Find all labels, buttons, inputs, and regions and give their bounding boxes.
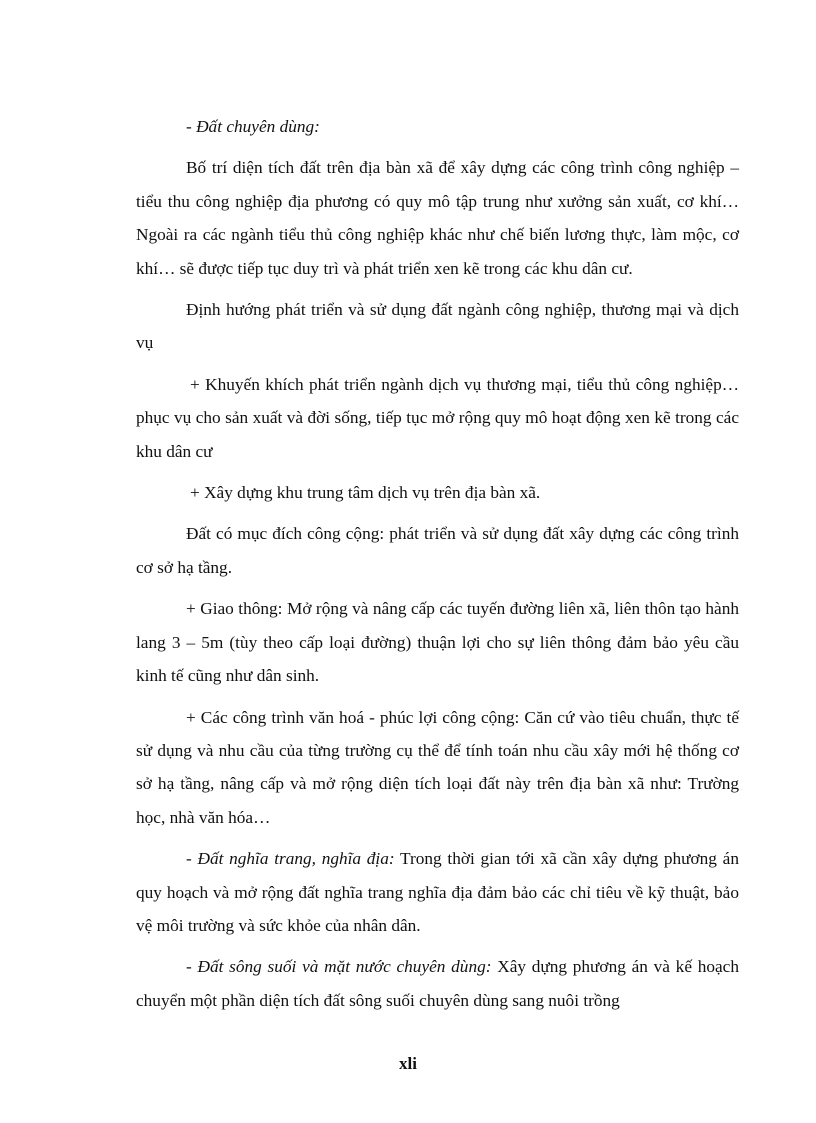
- heading-dat-chuyen-dung: - Đất chuyên dùng:: [186, 117, 320, 136]
- text-song-suoi: Xây dựng phương án và kế hoạch chuyển một phần diện tích đất sông suối chuyên dùng sang nuôi trồng: [136, 957, 739, 1010]
- paragraph-dinh-huong: Định hướng phát triển và sử dụng đất ngành công nghiệp, thương mại và dịch vụ: [136, 300, 739, 353]
- paragraph-bo-tri-dien-tich: Bố trí diện tích đất trên địa bàn xã để xây dựng các công trình công nghiệp – tiểu thu công nghiệp địa phương có quy mô tập trung như xưởng sản xuất, cơ khí… Ngoài ra các ngành tiểu thủ công nghiệp khác như chế biến lương thực, làm mộc, cơ khí… sẽ được tiếp tục duy trì và phát triển xen kẽ trong các khu dân cư.: [136, 158, 739, 278]
- paragraph-xay-dung-khu-trung-tam: + Xây dựng khu trung tâm dịch vụ trên địa bàn xã.: [190, 483, 541, 503]
- heading-nghia-trang: - Đất nghĩa trang, nghĩa địa:: [186, 849, 395, 869]
- paragraph-nghia-trang: [136, 842, 739, 942]
- heading-song-suoi: - Đất sông suối và mặt nước chuyên dùng:: [186, 957, 492, 977]
- paragraph-khuyen-khich: + Khuyến khích phát triển ngành dịch vụ thương mại, tiểu thủ công nghiệp… phục vụ cho sản xuất và đời sống, tiếp tục mở rộng quy mô hoạt động xen kẽ trong các khu dân cư: [136, 374, 739, 461]
- paragraph-dat-chuyen-dung: [136, 110, 739, 143]
- page-number: xli: [399, 1054, 417, 1073]
- paragraph-giao-thong: + Giao thông: Mở rộng và nâng cấp các tuyến đường liên xã, liên thôn tạo hành lang 3 – 5m (tùy theo cấp loại đường) thuận lợi cho sự liên thông đảm bảo yêu cầu kinh tế cũng như dân sinh.: [136, 599, 739, 686]
- text-nghia-trang: Trong thời gian tới xã cần xây dựng phương án quy hoạch và mở rộng đất nghĩa trang nghĩa địa đảm bảo các chỉ tiêu về kỹ thuật, bảo vệ môi trường và sức khỏe của nhân dân.: [136, 849, 739, 935]
- paragraph-dat-cong-cong: Đất có mục đích công cộng: phát triển và sử dụng đất xây dựng các công trình cơ sở hạ tầng.: [136, 524, 739, 577]
- paragraph-van-hoa-phuc-loi: + Các công trình văn hoá - phúc lợi công cộng: Căn cứ vào tiêu chuẩn, thực tế sử dụng và nhu cầu của từng trường cụ thể để tính toán nhu cầu xây mới hệ thống cơ sở hạ tầng, nâng cấp và mở rộng diện tích loại đất này trên địa bàn xã như: Trường học, nhà văn hóa…: [136, 707, 739, 827]
- page-content: [136, 110, 739, 1025]
- paragraph-song-suoi: [136, 950, 739, 1017]
